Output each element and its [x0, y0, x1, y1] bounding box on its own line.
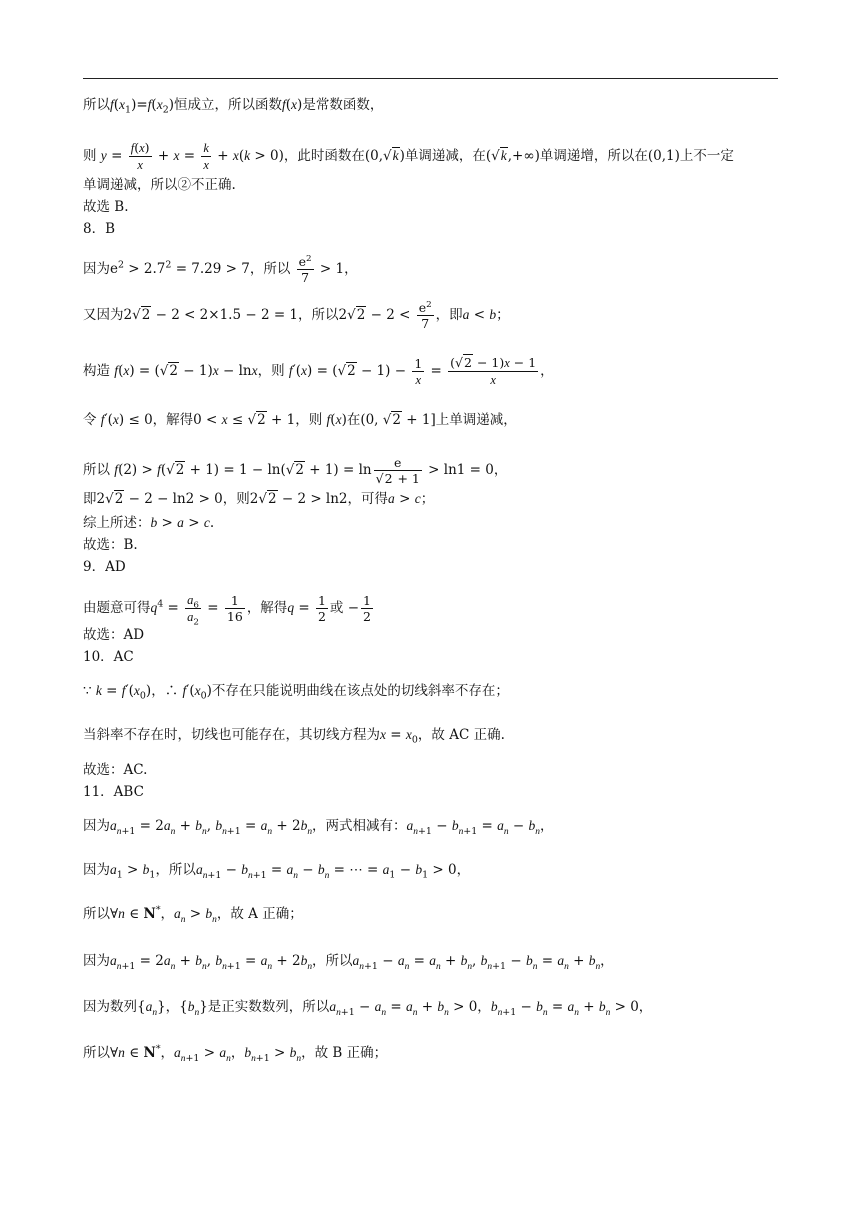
text-line-19: 当斜率不存在时，切线也可能存在，其切线方程为$x = x_0$，故 AC 正确. — [83, 727, 505, 746]
text-line-17: 10．AC — [83, 649, 134, 665]
text-line-22: 因为$a_{n+1} = 2a_n + b_n$, $b_{n+1} = a_n + 2b_n$，两式相减有：$a_{n+1} - b_{n+1} = a_n - b_n$， — [83, 818, 554, 837]
text-line-6: 因为$e^2 > 2.7^2 = 7.29 > 7$，所以 $\frac{e^2}{7}$ > 1， — [83, 253, 358, 285]
text-line-4: 故选 B. — [83, 199, 129, 215]
text-line-23: 因为$a_1 > b_1$，所以$a_{n+1} - b_{n+1} = a_n - b_n$ = ⋯ = $a_1 - b_1 > 0$， — [83, 862, 471, 881]
text-line-24: 所以∀n ∈ N*，$a_n > b_n$，故 A 正确； — [83, 904, 303, 925]
text-line-1: 所以$f(x_1)=f(x_2)$恒成立，所以函数f(x)是常数函数， — [83, 97, 384, 116]
header-rule — [83, 78, 778, 79]
text-line-10: 所以 f(2) > f(√2 + 1) = 1 − ln(√2 + 1) = ln $\frac{e}{√2 + 1}$ > ln1 = 0， — [83, 455, 508, 486]
text-line-18: ∵ $k = f'(x_0)$，∴ $f'(x_0)$不存在只能说明曲线在该点处的切线斜率不存在； — [83, 683, 509, 702]
text-line-26: 因为数列$\{a_n\}$，$\{b_n\}$是正实数数列，所以$a_{n+1} - a_n = a_n + b_n > 0$，$b_{n+1} - b_n = a_n + b_n > 0$， — [83, 999, 653, 1018]
text-line-14: 9．AD — [83, 559, 126, 575]
text-line-5: 8．B — [83, 221, 116, 237]
text-line-27: 所以∀n ∈ N*，$a_{n+1} > a_n$，$b_{n+1} > b_n$，故 B 正确； — [83, 1043, 388, 1064]
text-line-2: 则 y = $\frac{f(x)}{x}$ + x = $\frac{k}{x}$ + x(k > 0)，此时函数在(0,√k)单调递减，在(√k,+∞)单调递增，所以在(0,1)上不一定 — [83, 140, 734, 172]
text-line-11: 即2√2 − 2 − ln2 > 0，则2√2 − 2 > ln2，可得a > c； — [83, 491, 435, 507]
text-line-12: 综上所述：b > a > c. — [83, 515, 215, 531]
text-line-8: 构造 f(x) = (√2 − 1)x − lnx，则 f′(x) = (√2 − 1) − $\frac{1}{x}$ = $\frac{(√2 - 1)x - 1}{x}$ ， — [83, 355, 554, 387]
text-line-21: 11．ABC — [83, 784, 144, 800]
text-line-25: 因为$a_{n+1} = 2a_n + b_n$, $b_{n+1} = a_n + 2b_n$，所以$a_{n+1} - a_n = a_n + b_n$, $b_{n+1} - b_n = a_n + b_n$， — [83, 953, 614, 972]
text-line-9: 令 f′(x) ≤ 0，解得0 < x ≤ √2 + 1，则 f(x)在(0, √2 + 1]上单调递减， — [83, 412, 517, 428]
text-line-13: 故选：B. — [83, 537, 138, 553]
text-line-20: 故选：AC. — [83, 762, 148, 778]
text-line-16: 故选：AD — [83, 627, 145, 643]
text-line-7: 又因为2√2 − 2 < 2×1.5 − 2 = 1，所以2√2 − 2 < $\frac{e^2}{7}$ ，即a < b； — [83, 299, 510, 331]
text-line-15: 由题意可得$q^4$ = $\frac{a_6}{a_2}$ = $\frac{1}{16}$ ，解得q = $\frac{1}{2}$ 或 − $\frac{1}{2}$ — [83, 593, 371, 628]
text-line-3: 单调递减，所以②不正确. — [83, 177, 236, 193]
